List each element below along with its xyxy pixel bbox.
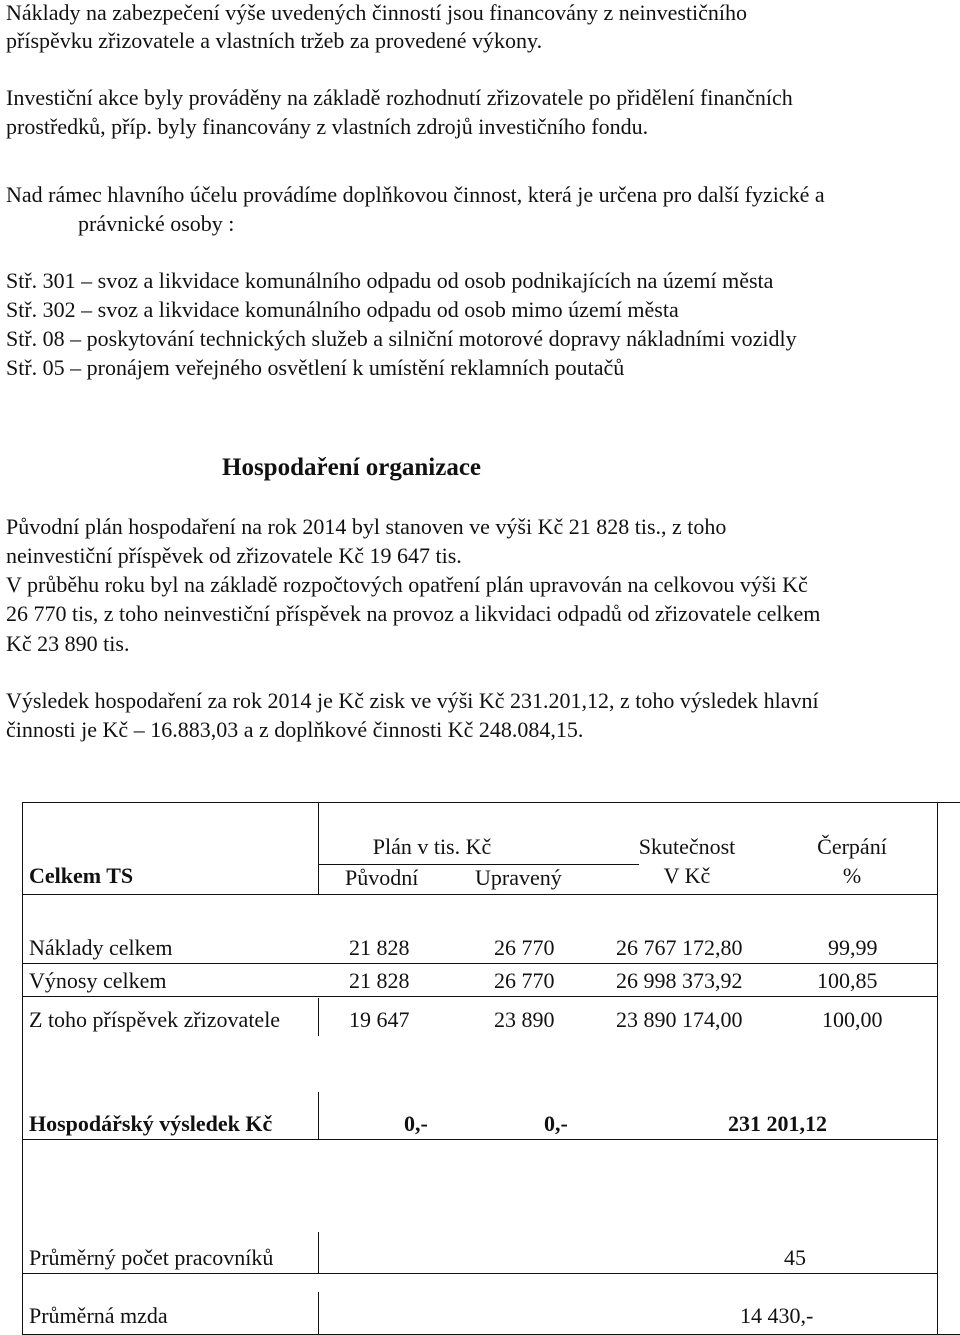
header-plan-adjusted: Upravený [475, 865, 562, 890]
header-percent: Čerpání [817, 834, 887, 859]
text-line: Nad rámec hlavního účelu provádíme doplňkovou činnost, která je určena pro další fyzické a [6, 182, 825, 207]
text-line: Investiční akce byly prováděny na základě rozhodnutí zřizovatele po přidělení finančních [6, 85, 793, 110]
row-label: Z toho příspěvek zřizovatele [29, 1007, 281, 1032]
text-line: právnické osoby : [78, 211, 235, 236]
header-actual: Skutečnost [638, 834, 736, 859]
row-underline [22, 894, 937, 895]
row-underline [22, 996, 937, 997]
header-plan: Plán v tis. Kč [372, 834, 492, 859]
row-plan-adjusted: 26 770 [494, 968, 555, 993]
row-actual: 26 998 373,92 [616, 968, 743, 993]
text-line: činnosti je Kč – 16.883,03 a z doplňkové činnosti Kč 248.084,15. [6, 717, 584, 742]
row-plan-original: 21 828 [349, 968, 410, 993]
row-plan-original: 21 828 [349, 935, 410, 960]
wage-value: 14 430,- [740, 1303, 814, 1328]
header-actual-unit: V Kč [663, 863, 711, 888]
row-underline [22, 1139, 937, 1140]
text-line: Původní plán hospodaření na rok 2014 byl stanoven ve výši Kč 21 828 tis., z toho [6, 514, 727, 539]
row-underline [22, 1273, 937, 1274]
text-line: neinvestiční příspěvek od zřizovatele Kč 19 647 tis. [6, 543, 462, 568]
row-plan-original: 19 647 [349, 1007, 410, 1032]
text-line: Kč 23 890 tis. [6, 631, 130, 656]
table-border [318, 1292, 319, 1334]
header-plan-original: Původní [345, 865, 419, 890]
row-percent: 100,00 [822, 1007, 883, 1032]
text-line: V průběhu roku byl na základě rozpočtových opatření plán upravován na celkovou výši Kč [6, 572, 808, 597]
text-line: prostředků, příp. byly financovány z vlastních zdrojů investičního fondu. [6, 114, 649, 139]
financial-table [22, 802, 960, 1335]
row-label: Náklady celkem [29, 935, 173, 960]
row-percent: 100,85 [817, 968, 878, 993]
workers-value: 45 [784, 1245, 806, 1270]
text-line: 26 770 tis, z toho neinvestiční příspěvek na provoz a likvidaci odpadů od zřizovatele celkem [6, 601, 821, 626]
activity-item: Stř. 302 – svoz a likvidace komunálního odpadu od osob mimo území města [6, 297, 679, 322]
result-actual: 231 201,12 [728, 1111, 827, 1136]
text-line: Náklady na zabezpečení výše uvedených činností jsou financovány z neinvestičního [6, 0, 748, 25]
table-border [318, 1092, 319, 1140]
table-border [318, 998, 319, 1036]
result-plan-adjusted: 0,- [544, 1111, 568, 1136]
result-label: Hospodářský výsledek Kč [29, 1111, 273, 1136]
row-plan-adjusted: 26 770 [494, 935, 555, 960]
text-line: příspěvku zřizovatele a vlastních tržeb za provedené výkony. [6, 28, 543, 53]
section-heading: Hospodaření organizace [222, 454, 482, 481]
activity-item: Stř. 08 – poskytování technických služeb a silniční motorové dopravy nákladními vozidly [6, 326, 797, 351]
header-celkem: Celkem TS [29, 863, 134, 888]
table-border [22, 802, 23, 1335]
table-border [937, 802, 938, 1335]
result-plan-original: 0,- [404, 1111, 428, 1136]
header-percent-unit: % [842, 863, 862, 888]
activity-item: Stř. 05 – pronájem veřejného osvětlení k umístění reklamních poutačů [6, 355, 625, 380]
row-actual: 23 890 174,00 [616, 1007, 743, 1032]
row-percent: 99,99 [828, 935, 878, 960]
table-border [22, 802, 960, 803]
table-border [318, 802, 319, 895]
text-line: Výsledek hospodaření za rok 2014 je Kč zisk ve výši Kč 231.201,12, z toho výsledek hlavní [6, 688, 819, 713]
activity-item: Stř. 301 – svoz a likvidace komunálního odpadu od osob podnikajících na území města [6, 268, 774, 293]
row-actual: 26 767 172,80 [616, 935, 743, 960]
table-border [319, 998, 937, 999]
workers-label: Průměrný počet pracovníků [29, 1245, 274, 1270]
row-underline [319, 864, 639, 865]
table-border [318, 1232, 319, 1274]
row-underline [22, 963, 937, 964]
wage-label: Průměrná mzda [29, 1303, 168, 1328]
row-label: Výnosy celkem [29, 968, 167, 993]
row-plan-adjusted: 23 890 [494, 1007, 555, 1032]
